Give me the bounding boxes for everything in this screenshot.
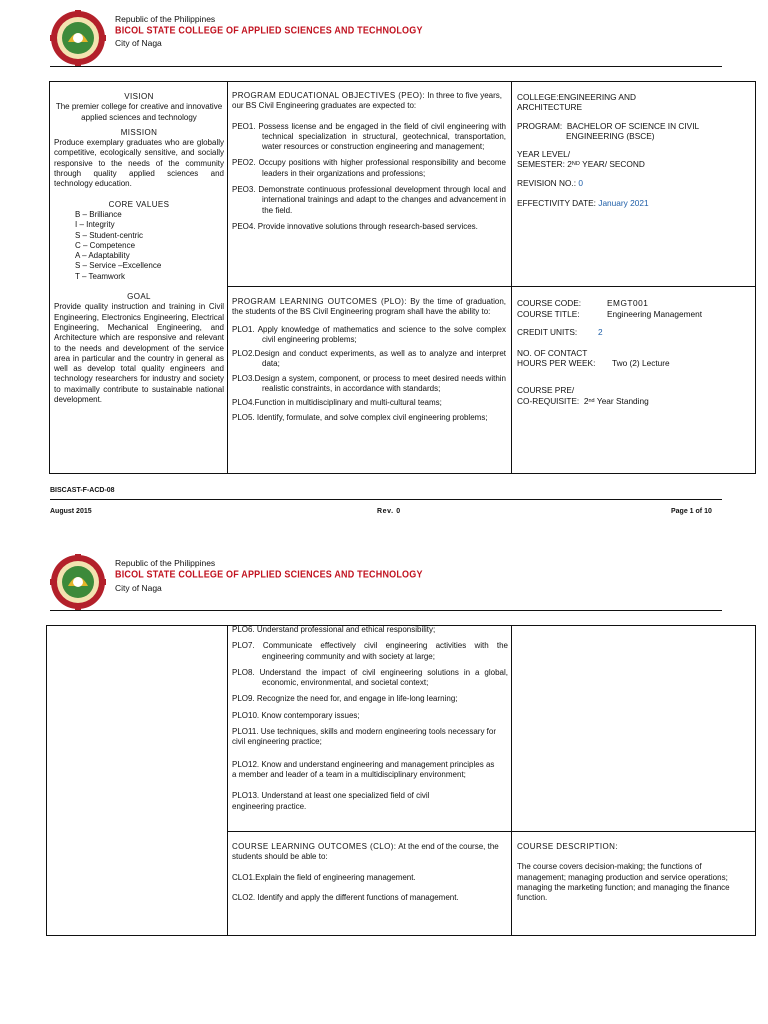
core-value-item: A – Adaptability (75, 251, 130, 261)
plo-item: PLO5. Identify, formulate, and solve complex civil engineering problems; (232, 412, 488, 422)
college-info (517, 92, 737, 208)
footer-page: Page 1 of 10 (671, 508, 712, 515)
course-title-line: COURSE TITLE: Engineering Management (517, 309, 703, 319)
clo-intro: COURSE LEARNING OUTCOMES (CLO): At the end of the course, the students should be able to: (232, 842, 499, 862)
clo-section (232, 842, 506, 903)
peo-item: PEO3. Demonstrate continuous professional development through local and international trainings and adapt to the changes and advancement in the field. (232, 185, 506, 215)
peo-section (232, 91, 506, 232)
core-value-item: S – Service –Excellence (75, 261, 162, 271)
goal-title: GOAL (127, 292, 151, 302)
footer-rule (50, 499, 722, 500)
peo-item: PEO2. Occupy positions with higher professional responsibility and become leaders in their organizations and professions; (232, 158, 506, 178)
plo-item: PLO9. Recognize the need for, and engage in life-long learning; (232, 694, 458, 704)
clo-title: COURSE LEARNING OUTCOMES (CLO): (232, 842, 397, 851)
plo-intro: PROGRAM LEARNING OUTCOMES (PLO): By the time of graduation, the students of the BS Civil Engineering program shall have the ability to: (232, 297, 506, 317)
effectivity-line: EFFECTIVITY DATE: January 2021 (517, 198, 649, 209)
prereq-line: CO-REQUISITE: 2nd Year Standing (517, 395, 649, 406)
plo-item: PLO3.Design a system, component, or process to meet desired needs within realistic constraints, in accordance with standards; (232, 373, 506, 394)
header-rule (50, 610, 722, 611)
course-description (517, 842, 752, 903)
plo-item: PLO12. Know and understand engineering and management principles as a member and leader of a team in a multidisciplinary environment; (232, 759, 495, 779)
goal-text: Provide quality instruction and training in Civil Engineering, Electronics Engineering, Electrical Engineering, Mechanical Engineering, and Architecture which are responsive and relevant to the needs and development of the service area in particular and the country in general as well as develop total quality engineers and technology researchers for industry and society to maximally contribute to sustainable national development. (54, 302, 224, 405)
contact-label: NO. OF CONTACT (517, 348, 588, 358)
plo-item: PLO13. Understand at least one specialized field of civil engineering practice. (232, 791, 430, 811)
header-city: City of Naga (115, 583, 162, 593)
footer-rev: Rev. 0 (377, 508, 401, 515)
core-value-item: C – Competence (75, 240, 136, 250)
course-info (517, 298, 752, 406)
program-line: PROGRAM: BACHELOR OF SCIENCE IN CIVIL ENGINEERING (BSCE) (517, 120, 699, 141)
credit-units-line: CREDIT UNITS: 2 (517, 327, 603, 337)
header-republic: Republic of the Philippines (115, 558, 216, 568)
header-school-name: BICOL STATE COLLEGE OF APPLIED SCIENCES AND TECHNOLOGY (115, 568, 423, 580)
core-values-list (54, 210, 224, 282)
plo-item: PLO8. Understand the impact of civil engineering solutions in a global, economic, environmental, and societal context; (232, 667, 508, 688)
vision-text: The premier college for creative and innovative applied sciences and technology (55, 102, 223, 122)
core-values-title: CORE VALUES (108, 199, 170, 209)
clo-item: CLO2. Identify and apply the different functions of management. (232, 892, 459, 902)
college-logo (50, 10, 106, 66)
header-republic: Republic of the Philippines (115, 14, 216, 24)
footer-date: August 2015 (50, 508, 92, 515)
college-logo (50, 554, 106, 610)
core-value-item: S – Student-centric (75, 230, 144, 240)
plo-section (232, 297, 506, 423)
plo-item: PLO7. Communicate effectively civil engineering activities with the engineering community and with society at large; (232, 641, 508, 661)
vmg-column (54, 92, 224, 405)
plo-item: PLO10. Know contemporary issues; (232, 710, 360, 720)
core-value-item: T – Teamwork (75, 271, 125, 281)
semester-line: SEMESTER: 2ND YEAR/ SECOND (517, 159, 645, 170)
mission-text: Produce exemplary graduates who are globally competitive, ecologically sensitive, and socially responsive to the needs of the community through quality applied sciences and technology education. (54, 138, 224, 189)
peo-item: PEO4. Provide innovative solutions through research-based services. (232, 221, 478, 231)
plo-title: PROGRAM LEARNING OUTCOMES (PLO): (232, 297, 407, 306)
plo-item: PLO2.Design and conduct experiments, as well as to analyze and interpret data; (232, 349, 506, 369)
plo-item: PLO6. Understand professional and ethical responsibility; (232, 625, 436, 634)
header-school-name: BICOL STATE COLLEGE OF APPLIED SCIENCES AND TECHNOLOGY (115, 24, 423, 36)
college-label: COLLEGE:ENGINEERING AND ARCHITECTURE (517, 92, 636, 113)
core-value-item: B – Brilliance (75, 209, 122, 219)
revision-line: REVISION NO.: 0 (517, 177, 583, 188)
peo-item: PEO1. Possess license and be engaged in the field of civil engineering with technical specialization in structural, geotechnical, transportation, water resources or construction engineering and management; (232, 121, 506, 152)
header-rule (50, 66, 722, 67)
header-city: City of Naga (115, 38, 162, 48)
course-code-line: COURSE CODE: EMGT001 (517, 298, 649, 308)
course-description-text: The course covers decision-making; the functions of management; managing production and service operations; managing the marketing function; and managing the finance function. (517, 862, 730, 903)
form-code: BISCAST-F-ACD-08 (50, 487, 115, 494)
plo-continued (232, 625, 508, 812)
plo-item: PLO1. Apply knowledge of mathematics and science to the solve complex civil engineering problems; (232, 324, 506, 344)
peo-intro: PROGRAM EDUCATIONAL OBJECTIVES (PEO): In three to five years, our BS Civil Engineering graduates are expected to: (232, 91, 502, 111)
prereq-label: COURSE PRE/ (517, 385, 575, 396)
contact-hours-line: HOURS PER WEEK: Two (2) Lecture (517, 358, 670, 369)
vision-title: VISION (124, 92, 154, 101)
clo-item: CLO1.Explain the field of engineering management. (232, 872, 416, 882)
course-description-title: COURSE DESCRIPTION: (517, 842, 618, 851)
peo-title: PROGRAM EDUCATIONAL OBJECTIVES (PEO): (232, 91, 426, 100)
year-level-label: YEAR LEVEL/ (517, 149, 571, 160)
core-value-item: I – Integrity (75, 220, 115, 230)
mission-title: MISSION (120, 127, 158, 137)
plo-item: PLO4.Function in multidisciplinary and multi-cultural teams; (232, 398, 442, 408)
plo-item: PLO11. Use techniques, skills and modern engineering tools necessary for civil engineering practice; (232, 727, 496, 747)
